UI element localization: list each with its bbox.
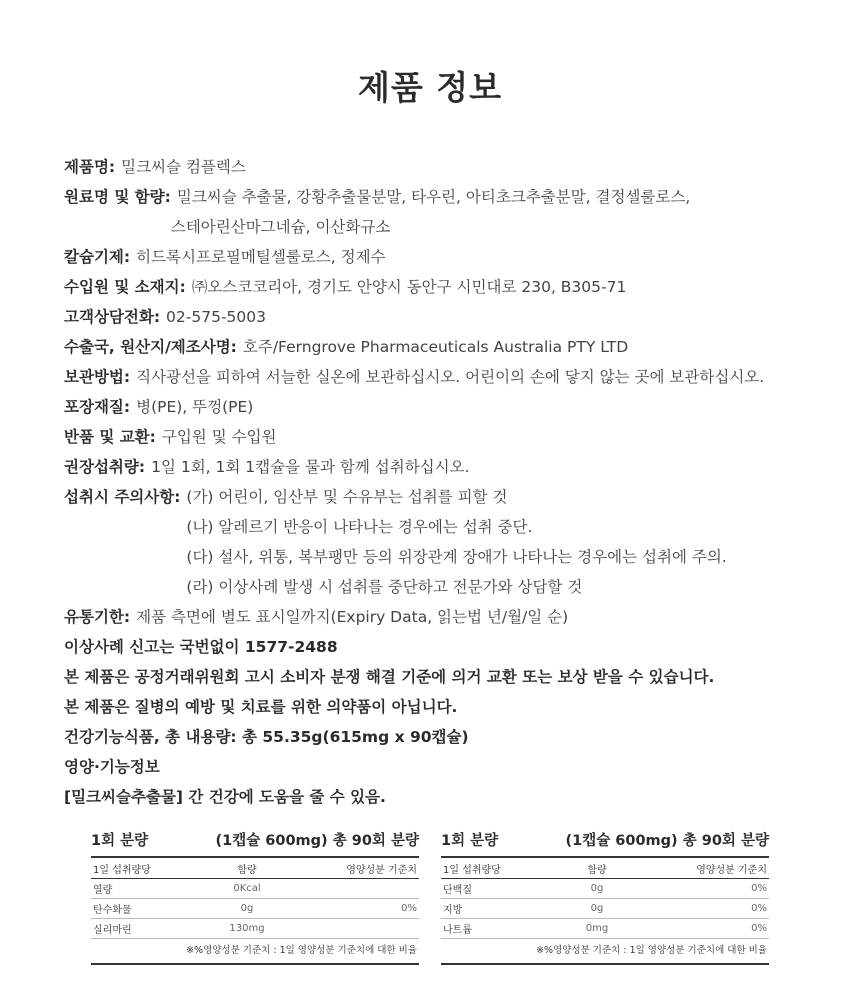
info-storage — [64, 362, 844, 392]
nutrient-amount: 130mg — [229, 923, 265, 934]
info-expiry — [64, 602, 844, 632]
info-dosage — [64, 452, 844, 482]
serving-detail: (1캡슐 600mg) 총 90회 분량 — [565, 833, 769, 849]
column-header: 함량 — [587, 864, 607, 876]
product-info — [64, 152, 844, 812]
serving-detail: (1캡슐 600mg) 총 90회 분량 — [215, 833, 419, 849]
column-header: 영양성분 기준치 — [696, 864, 767, 876]
info-value: 02-575-5003 — [166, 308, 266, 326]
info-value: 1일 1회, 1회 1캡슐을 물과 함께 섭취하십시오. — [151, 458, 470, 476]
notice-compensation: 본 제품은 공정거래위원회 고시 소비자 분쟁 해결 기준에 의거 교환 또는 보상 받을 수 있습니다. — [64, 668, 715, 686]
info-label: 제품명: — [64, 158, 116, 176]
column-header: 1일 섭취량당 — [443, 864, 501, 876]
nutrient-name: 탄수화물 — [93, 905, 132, 916]
nutrient-name: 나트륨 — [443, 925, 472, 936]
nutrient-percent: 0% — [751, 883, 767, 894]
info-value: ㈜오스코코리아, 경기도 안양시 동안구 시민대로 230, B305-71 — [191, 278, 627, 296]
nutrient-amount: 0Kcal — [233, 883, 261, 894]
info-product-name — [64, 152, 844, 182]
notice-adverse-report: 이상사례 신고는 국번없이 1577-2488 — [64, 638, 338, 656]
nutrition-footnote: ※%영양성분 기준치 : 1일 영양성분 기준치에 대한 비율 — [91, 939, 419, 965]
nutrition-table — [91, 830, 419, 965]
nutrient-percent: 0% — [751, 903, 767, 914]
info-label: 반품 및 교환: — [64, 428, 156, 446]
caution-item: (다) 설사, 위통, 복부팽만 등의 위장관계 장애가 나타나는 경우에는 섭취에 주의. — [186, 548, 727, 566]
info-value: 히드록시프로필메틸셀룰로스, 정제수 — [136, 248, 386, 266]
nutrition-header — [91, 830, 419, 858]
info-label: 고객상담전화: — [64, 308, 161, 326]
nutrition-column-headers — [441, 858, 769, 879]
nutrient-amount: 0g — [240, 903, 254, 914]
nutrition-column-headers — [91, 858, 419, 879]
info-label: 권장섭취량: — [64, 458, 146, 476]
info-value: 스테아린산마그네슘, 이산화규소 — [170, 218, 391, 236]
serving-label: 1회 분량 — [441, 833, 499, 849]
column-header: 함량 — [237, 864, 257, 876]
info-capsule — [64, 242, 844, 272]
info-label: 수출국, 원산지/제조사명: — [64, 338, 237, 356]
notice-not-medicine: 본 제품은 질병의 예방 및 치료를 위한 의약품이 아닙니다. — [64, 698, 458, 716]
table-row — [441, 879, 769, 899]
nutrient-percent: 0% — [401, 903, 417, 914]
info-value: 밀크씨슬 추출물, 강황추출물분말, 타우린, 아티초크추출분말, 결정셀룰로스, — [176, 188, 691, 206]
notice-function-claim: [밀크씨슬추출물] 간 건강에 도움을 줄 수 있음. — [64, 788, 386, 806]
info-label: 수입원 및 소재지: — [64, 278, 186, 296]
info-packaging — [64, 392, 844, 422]
serving-label: 1회 분량 — [91, 833, 149, 849]
nutrient-name: 단백질 — [443, 885, 472, 896]
notice-content-amount: 건강기능식품, 총 내용량: 총 55.35g(615mg x 90캡슐) — [64, 728, 469, 746]
table-row — [91, 899, 419, 919]
caution-item: (라) 이상사례 발생 시 섭취를 중단하고 전문가와 상담할 것 — [186, 578, 583, 596]
nutrition-table — [441, 830, 769, 965]
nutrition-footnote: ※%영양성분 기준치 : 1일 영양성분 기준치에 대한 비율 — [441, 939, 769, 965]
table-row — [441, 899, 769, 919]
info-value: 호주/Ferngrove Pharmaceuticals Australia PTY LTD — [242, 338, 629, 356]
nutrient-name: 지방 — [443, 905, 463, 916]
nutrient-name: 열량 — [93, 885, 113, 896]
info-label: 포장재질: — [64, 398, 131, 416]
info-label: 보관방법: — [64, 368, 131, 386]
info-returns — [64, 422, 844, 452]
nutrient-amount: 0g — [590, 883, 604, 894]
info-origin — [64, 332, 844, 362]
nutrient-amount: 0g — [590, 903, 604, 914]
info-importer — [64, 272, 844, 302]
info-label: 섭취시 주의사항: — [64, 488, 181, 506]
table-row — [91, 919, 419, 939]
column-header: 영양성분 기준치 — [346, 864, 417, 876]
info-value: 밀크씨슬 컴플렉스 — [121, 158, 246, 176]
page-title: 제품 정보 — [357, 68, 502, 107]
info-value: 제품 측면에 별도 표시일까지(Expiry Data, 읽는법 년/월/일 순) — [136, 608, 569, 626]
table-row — [91, 879, 419, 899]
info-value: 구입원 및 수입원 — [161, 428, 277, 446]
info-label: 원료명 및 함량: — [64, 188, 171, 206]
nutrient-name: 실리마린 — [93, 925, 132, 936]
info-label: 칼슘기제: — [64, 248, 131, 266]
info-cautions — [64, 482, 844, 602]
info-ingredients — [64, 182, 844, 242]
column-header: 1일 섭취량당 — [93, 864, 151, 876]
nutrition-header — [441, 830, 769, 858]
info-phone — [64, 302, 844, 332]
caution-item: (가) 어린이, 임산부 및 수유부는 섭취를 피할 것 — [186, 488, 508, 506]
table-row — [441, 919, 769, 939]
info-label: 유통기한: — [64, 608, 131, 626]
nutrient-percent: 0% — [751, 923, 767, 934]
info-value: 직사광선을 피하여 서늘한 실온에 보관하십시오. 어린이의 손에 닿지 않는 곳에 보관하십시오. — [136, 368, 765, 386]
notice-nutrition-heading: 영양·기능정보 — [64, 758, 160, 776]
nutrient-amount: 0mg — [585, 923, 609, 934]
caution-item: (나) 알레르기 반응이 나타나는 경우에는 섭취 중단. — [186, 518, 533, 536]
info-value: 병(PE), 뚜껑(PE) — [136, 398, 254, 416]
